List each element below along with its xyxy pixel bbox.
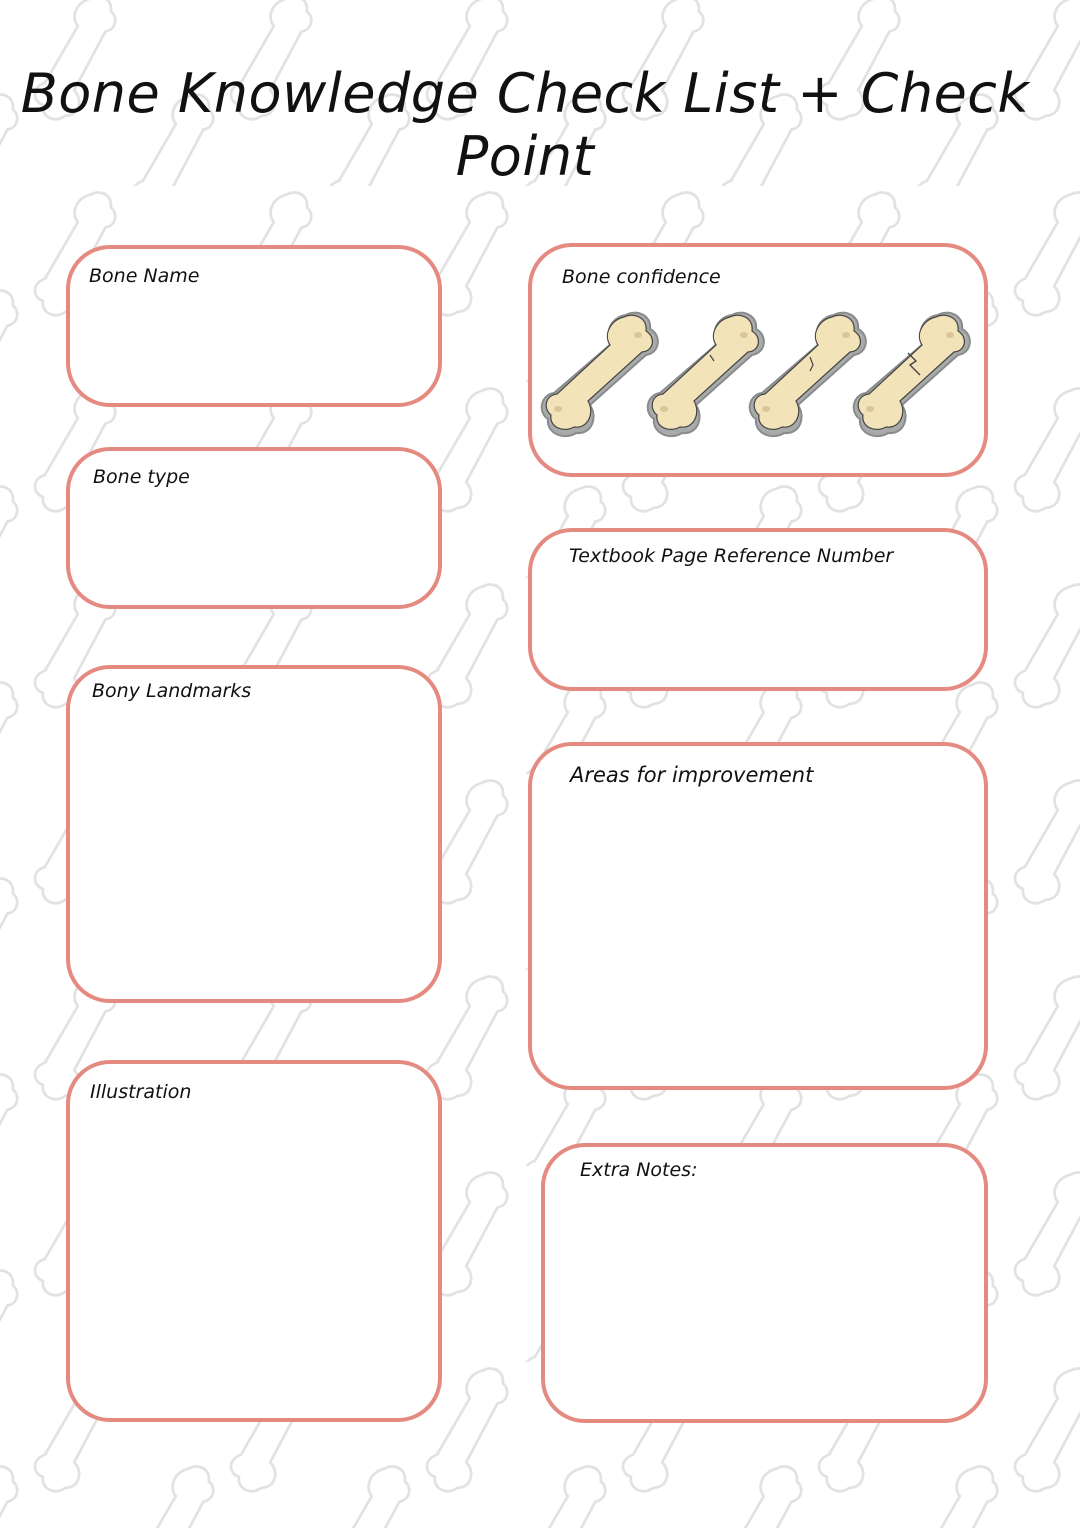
textbook-reference-label: Textbook Page Reference Number (569, 545, 894, 567)
illustration-label: Illustration (90, 1081, 192, 1103)
bony-landmarks-label: Bony Landmarks (92, 680, 252, 702)
bone-confidence-scale (538, 309, 978, 441)
bone-confidence-box (528, 243, 988, 477)
bone-type-label: Bone type (93, 466, 190, 488)
bone-name-box[interactable] (66, 245, 442, 407)
page-title: Bone Knowledge Check List + Check Point (20, 62, 1030, 188)
bone-fracture-icon[interactable] (850, 309, 978, 441)
textbook-reference-box[interactable] (528, 528, 988, 691)
bone-type-box[interactable] (66, 447, 442, 609)
areas-for-improvement-box[interactable] (528, 742, 988, 1090)
bone-confidence-label: Bone confidence (562, 266, 721, 288)
extra-notes-box[interactable] (541, 1143, 988, 1423)
illustration-box[interactable] (66, 1060, 442, 1422)
extra-notes-label: Extra Notes: (580, 1159, 698, 1181)
bone-name-label: Bone Name (89, 265, 200, 287)
areas-for-improvement-label: Areas for improvement (570, 763, 814, 787)
bony-landmarks-box[interactable] (66, 665, 442, 1003)
